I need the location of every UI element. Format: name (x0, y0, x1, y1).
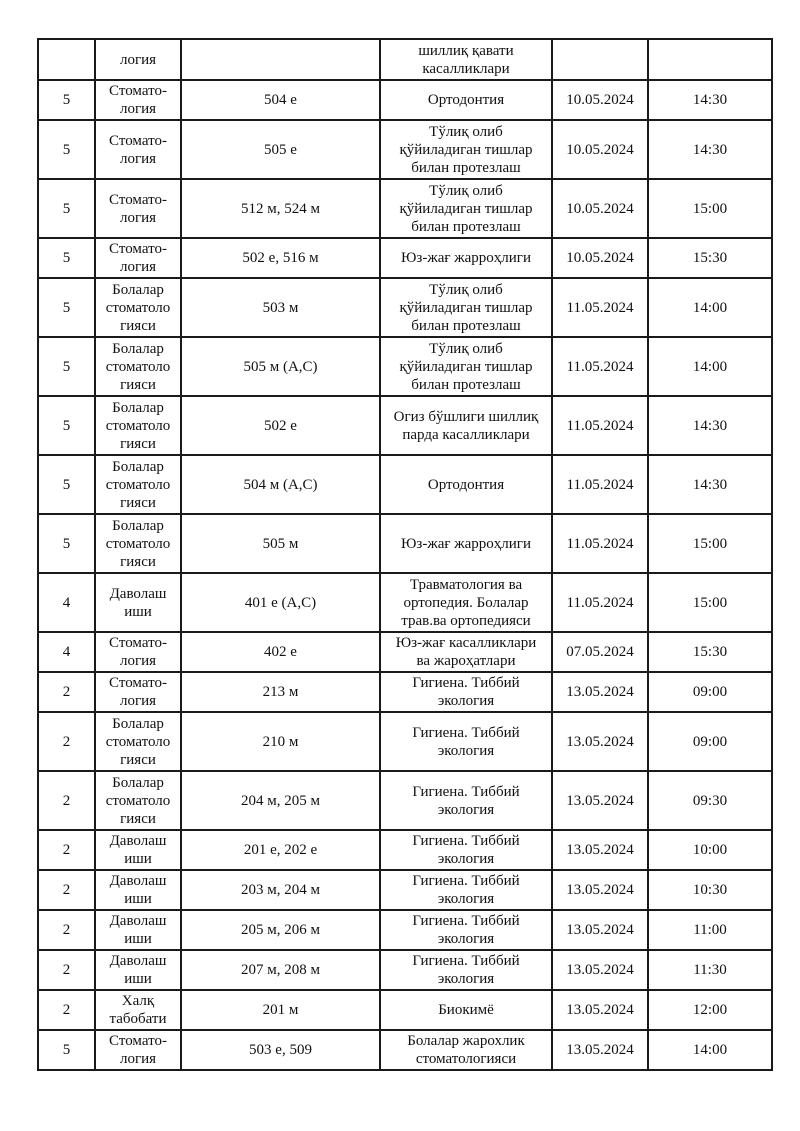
date-cell: 13.05.2024 (552, 771, 648, 830)
time-cell: 12:00 (648, 990, 772, 1030)
time-cell: 11:00 (648, 910, 772, 950)
course-cell: 5 (38, 337, 95, 396)
faculty-cell: Даволаш иши (95, 830, 181, 870)
table-row (38, 514, 772, 573)
groups-cell: 204 м, 205 м (181, 771, 380, 830)
date-cell: 10.05.2024 (552, 80, 648, 120)
date-cell: 11.05.2024 (552, 573, 648, 632)
groups-cell: 512 м, 524 м (181, 179, 380, 238)
time-cell: 11:30 (648, 950, 772, 990)
course-cell: 2 (38, 771, 95, 830)
date-cell (552, 39, 648, 80)
groups-cell: 504 м (А,С) (181, 455, 380, 514)
subject-cell: Юз-жағ касалликлари ва жароҳатлари (380, 632, 552, 672)
time-cell: 10:30 (648, 870, 772, 910)
table-row (38, 238, 772, 278)
schedule-table-body (38, 39, 772, 1070)
time-cell: 15:30 (648, 238, 772, 278)
faculty-cell: Стомато- логия (95, 120, 181, 179)
faculty-cell: Болалар стоматоло гияси (95, 771, 181, 830)
course-cell: 5 (38, 455, 95, 514)
date-cell: 13.05.2024 (552, 990, 648, 1030)
groups-cell: 210 м (181, 712, 380, 771)
course-cell: 2 (38, 910, 95, 950)
faculty-cell: Болалар стоматоло гияси (95, 278, 181, 337)
subject-cell: Тўлиқ олиб қўйиладиган тишлар билан протезлаш (380, 179, 552, 238)
groups-cell: 505 м (181, 514, 380, 573)
date-cell: 11.05.2024 (552, 278, 648, 337)
exam-schedule-table (37, 38, 773, 1071)
table-row (38, 672, 772, 712)
subject-cell: Тўлиқ олиб қўйиладиган тишлар билан протезлаш (380, 337, 552, 396)
subject-cell: Тўлиқ олиб қўйиладиган тишлар билан протезлаш (380, 120, 552, 179)
faculty-cell: Стомато- логия (95, 632, 181, 672)
course-cell: 5 (38, 80, 95, 120)
table-row (38, 455, 772, 514)
course-cell: 2 (38, 712, 95, 771)
course-cell: 5 (38, 120, 95, 179)
subject-cell: Гигиена. Тиббий экология (380, 712, 552, 771)
faculty-cell: Стомато- логия (95, 672, 181, 712)
table-row (38, 396, 772, 455)
time-cell (648, 39, 772, 80)
time-cell: 14:00 (648, 1030, 772, 1070)
subject-cell: Юз-жағ жарроҳлиги (380, 238, 552, 278)
time-cell: 15:00 (648, 573, 772, 632)
faculty-cell: Болалар стоматоло гияси (95, 337, 181, 396)
groups-cell: 505 м (А,С) (181, 337, 380, 396)
subject-cell: Травматология ва ортопедия. Болалар трав.ва ортопедияси (380, 573, 552, 632)
course-cell: 5 (38, 238, 95, 278)
faculty-cell: Болалар стоматоло гияси (95, 712, 181, 771)
date-cell: 11.05.2024 (552, 396, 648, 455)
course-cell (38, 39, 95, 80)
course-cell: 5 (38, 1030, 95, 1070)
time-cell: 14:30 (648, 120, 772, 179)
table-row (38, 80, 772, 120)
faculty-cell: Стомато- логия (95, 238, 181, 278)
groups-cell: 504 е (181, 80, 380, 120)
date-cell: 13.05.2024 (552, 1030, 648, 1070)
table-row (38, 120, 772, 179)
table-row (38, 632, 772, 672)
groups-cell: 203 м, 204 м (181, 870, 380, 910)
time-cell: 15:00 (648, 179, 772, 238)
faculty-cell: логия (95, 39, 181, 80)
time-cell: 14:00 (648, 337, 772, 396)
time-cell: 14:00 (648, 278, 772, 337)
table-row (38, 771, 772, 830)
date-cell: 13.05.2024 (552, 870, 648, 910)
faculty-cell: Болалар стоматоло гияси (95, 514, 181, 573)
table-row (38, 830, 772, 870)
faculty-cell: Стомато- логия (95, 80, 181, 120)
course-cell: 5 (38, 278, 95, 337)
date-cell: 13.05.2024 (552, 712, 648, 771)
faculty-cell: Даволаш иши (95, 573, 181, 632)
date-cell: 13.05.2024 (552, 950, 648, 990)
subject-cell: Гигиена. Тиббий экология (380, 771, 552, 830)
date-cell: 11.05.2024 (552, 455, 648, 514)
groups-cell: 505 е (181, 120, 380, 179)
time-cell: 14:30 (648, 455, 772, 514)
course-cell: 5 (38, 396, 95, 455)
faculty-cell: Стомато- логия (95, 1030, 181, 1070)
table-row (38, 950, 772, 990)
table-row (38, 990, 772, 1030)
table-row (38, 870, 772, 910)
date-cell: 10.05.2024 (552, 179, 648, 238)
subject-cell: Гигиена. Тиббий экология (380, 910, 552, 950)
course-cell: 5 (38, 514, 95, 573)
groups-cell: 503 м (181, 278, 380, 337)
table-row (38, 337, 772, 396)
groups-cell: 502 е (181, 396, 380, 455)
subject-cell: Болалар жарохлик стоматологияси (380, 1030, 552, 1070)
date-cell: 11.05.2024 (552, 337, 648, 396)
time-cell: 15:00 (648, 514, 772, 573)
course-cell: 2 (38, 672, 95, 712)
groups-cell: 401 е (А,С) (181, 573, 380, 632)
date-cell: 13.05.2024 (552, 672, 648, 712)
groups-cell: 205 м, 206 м (181, 910, 380, 950)
subject-cell: шиллиқ қавати касалликлари (380, 39, 552, 80)
table-row (38, 712, 772, 771)
faculty-cell: Болалар стоматоло гияси (95, 455, 181, 514)
course-cell: 4 (38, 573, 95, 632)
subject-cell: Огиз бўшлиги шиллиқ парда касалликлари (380, 396, 552, 455)
time-cell: 09:00 (648, 712, 772, 771)
groups-cell: 213 м (181, 672, 380, 712)
course-cell: 2 (38, 950, 95, 990)
table-row (38, 278, 772, 337)
table-row (38, 573, 772, 632)
subject-cell: Ортодонтия (380, 455, 552, 514)
groups-cell: 201 е, 202 е (181, 830, 380, 870)
subject-cell: Юз-жағ жарроҳлиги (380, 514, 552, 573)
subject-cell: Гигиена. Тиббий экология (380, 870, 552, 910)
course-cell: 2 (38, 870, 95, 910)
time-cell: 09:30 (648, 771, 772, 830)
date-cell: 07.05.2024 (552, 632, 648, 672)
course-cell: 2 (38, 830, 95, 870)
groups-cell: 503 е, 509 (181, 1030, 380, 1070)
date-cell: 13.05.2024 (552, 830, 648, 870)
faculty-cell: Болалар стоматоло гияси (95, 396, 181, 455)
course-cell: 2 (38, 990, 95, 1030)
time-cell: 14:30 (648, 80, 772, 120)
time-cell: 14:30 (648, 396, 772, 455)
date-cell: 10.05.2024 (552, 120, 648, 179)
course-cell: 5 (38, 179, 95, 238)
subject-cell: Гигиена. Тиббий экология (380, 950, 552, 990)
groups-cell: 402 е (181, 632, 380, 672)
table-row (38, 39, 772, 80)
subject-cell: Биокимё (380, 990, 552, 1030)
subject-cell: Гигиена. Тиббий экология (380, 672, 552, 712)
groups-cell: 201 м (181, 990, 380, 1030)
subject-cell: Тўлиқ олиб қўйиладиган тишлар билан протезлаш (380, 278, 552, 337)
groups-cell: 207 м, 208 м (181, 950, 380, 990)
subject-cell: Ортодонтия (380, 80, 552, 120)
course-cell: 4 (38, 632, 95, 672)
subject-cell: Гигиена. Тиббий экология (380, 830, 552, 870)
time-cell: 09:00 (648, 672, 772, 712)
groups-cell (181, 39, 380, 80)
faculty-cell: Стомато- логия (95, 179, 181, 238)
table-row (38, 1030, 772, 1070)
faculty-cell: Даволаш иши (95, 870, 181, 910)
table-row (38, 910, 772, 950)
date-cell: 13.05.2024 (552, 910, 648, 950)
faculty-cell: Даволаш иши (95, 910, 181, 950)
date-cell: 11.05.2024 (552, 514, 648, 573)
time-cell: 15:30 (648, 632, 772, 672)
faculty-cell: Даволаш иши (95, 950, 181, 990)
faculty-cell: Халқ табобати (95, 990, 181, 1030)
groups-cell: 502 е, 516 м (181, 238, 380, 278)
time-cell: 10:00 (648, 830, 772, 870)
date-cell: 10.05.2024 (552, 238, 648, 278)
table-row (38, 179, 772, 238)
